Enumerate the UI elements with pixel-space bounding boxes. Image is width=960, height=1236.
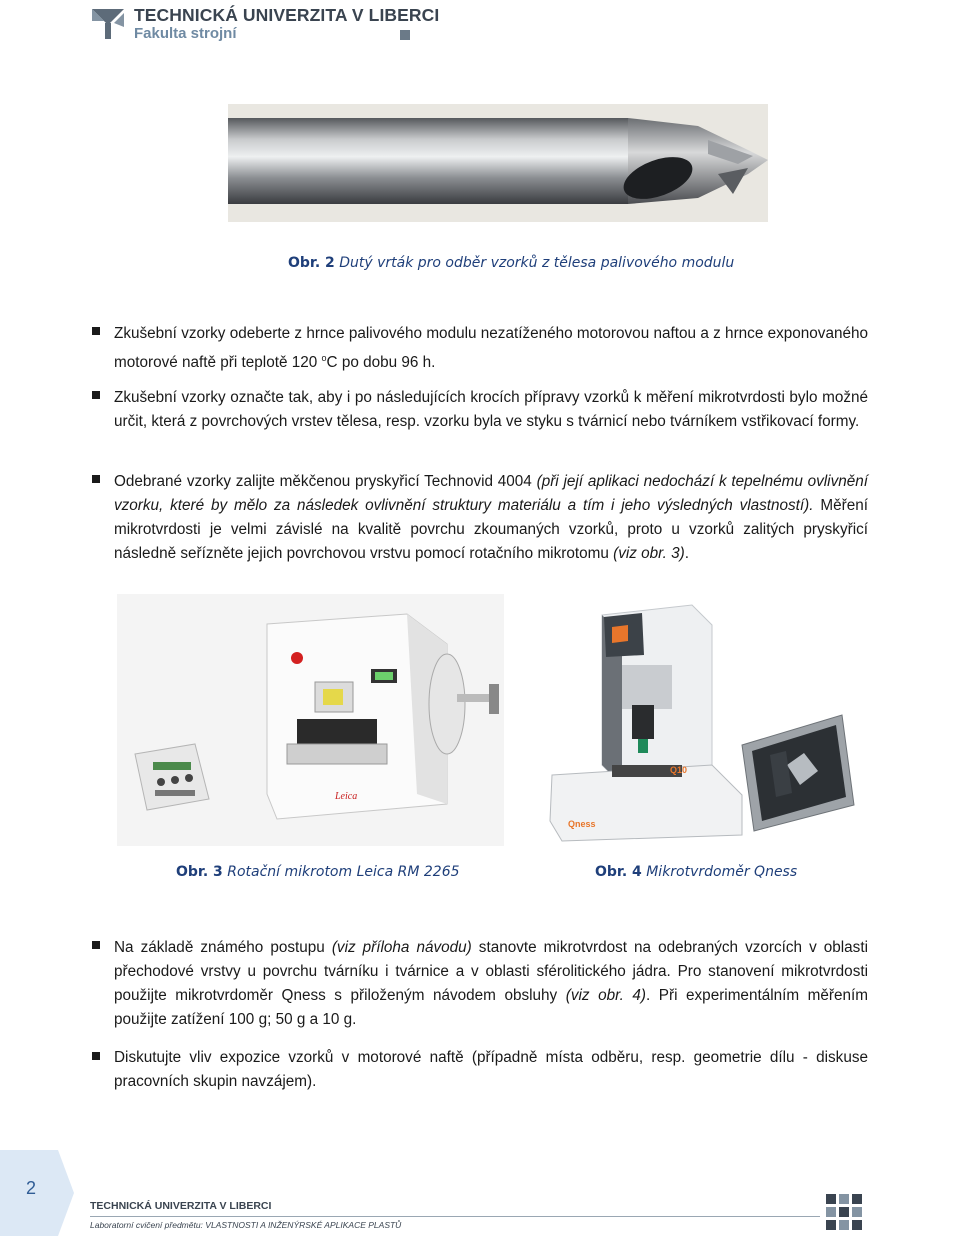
bullet-marker bbox=[92, 941, 100, 949]
hardness-brand-label: Qness bbox=[568, 819, 596, 829]
header-square-mark bbox=[400, 30, 410, 40]
bullet-paragraph-2: Zkušební vzorky označte tak, aby i po následujících krocích přípravy vzorků k měření mikrotvrdosti bylo možné určit, která z povrchových vrstev tělesa, resp. vzorku byla ve styku s tvárnicí nebo tvárníkem vstřikovací formy. bbox=[114, 389, 868, 430]
bullet-paragraph-3: Odebrané vzorky zalijte měkčenou pryskyřicí Technovid 4004 (při její aplikaci nedochází k tepelnému ovlivnění vzorku, které by mělo za následek ovlivnění struktury materiálu a tím i jeho výsledných vlastností). Měření mikrotvrdosti je velmi závislé na kvalitě povrchu zkoumaných vzorků, proto u vzorků zalitých pryskyřicí následně seřízněte jejich povrchovou vrstvu pomocí rotačního mikrotomu (viz obr. 3). bbox=[114, 473, 869, 562]
bullet-marker bbox=[92, 327, 100, 335]
figure2-number: Obr. 2 bbox=[288, 255, 335, 271]
bullet-paragraph-4: Na základě známého postupu (viz příloha návodu) stanovte mikrotvrdost na odebraných vzorcích v oblasti přechodové vrstvy u povrchu tvárníku i tvárnice a v oblasti sférolitického jádra. Pro stanovení mikrotvrdosti použijte mikrotvrdoměr Qness s přiloženým návodem obsluhy (viz obr. 4). Při experimentálním měřením použijte zatížení 100 g; 50 g a 10 g. bbox=[114, 939, 868, 1028]
bullet-marker bbox=[92, 391, 100, 399]
footer-grid-logo-icon bbox=[826, 1194, 862, 1230]
figure4-number: Obr. 4 bbox=[595, 864, 642, 880]
university-logo-icon bbox=[90, 5, 126, 41]
footer-divider bbox=[90, 1216, 820, 1217]
bullet-paragraph-1: Zkušební vzorky odeberte z hrnce palivového modulu nezatíženého motorovou naftou a z hrnce exponovaného motorové naftě při teplotě 120 $^o$C po dobu 96 h. bbox=[114, 325, 868, 371]
figure-hardness-tester-photo bbox=[542, 595, 856, 847]
microtome-brand-label: Leica bbox=[335, 791, 358, 802]
figure3-number: Obr. 3 bbox=[176, 864, 223, 880]
faculty-name: Fakulta strojní bbox=[134, 25, 237, 42]
footer-course-subtitle: Laboratorní cvičení předmětu: VLASTNOSTI A INŽENÝRSKÉ APLIKACE PLASTŮ bbox=[90, 1220, 402, 1230]
bullet-marker bbox=[92, 475, 100, 483]
hardness-tester-illustration bbox=[542, 595, 856, 847]
figure2-caption bbox=[288, 255, 734, 271]
bullet-paragraph-5: Diskutujte vliv expozice vzorků v motorové naftě (případně místa odběru, resp. geometrie dílu - diskuse pracovních skupin navzájem). bbox=[114, 1049, 868, 1090]
figure-microtome-photo bbox=[117, 594, 504, 846]
figure3-caption-text: Rotační mikrotom Leica RM 2265 bbox=[227, 864, 460, 880]
microtome-illustration bbox=[117, 594, 504, 846]
figure-hollow-drill-photo bbox=[228, 104, 768, 222]
figure4-caption-text: Mikrotvrdoměr Qness bbox=[646, 864, 798, 880]
figure3-caption bbox=[176, 864, 460, 880]
bullet-marker bbox=[92, 1052, 100, 1060]
university-name: TECHNICKÁ UNIVERZITA V LIBERCI bbox=[134, 5, 440, 25]
page-header bbox=[90, 3, 440, 45]
page-number: 2 bbox=[25, 1178, 36, 1198]
figure4-caption bbox=[595, 864, 797, 880]
hollow-drill-illustration bbox=[228, 104, 768, 222]
hardness-model-label: Q10 bbox=[670, 765, 688, 775]
footer-university: TECHNICKÁ UNIVERZITA V LIBERCI bbox=[90, 1200, 272, 1212]
figure2-caption-text: Dutý vrták pro odběr vzorků z tělesa palivového modulu bbox=[339, 255, 735, 271]
